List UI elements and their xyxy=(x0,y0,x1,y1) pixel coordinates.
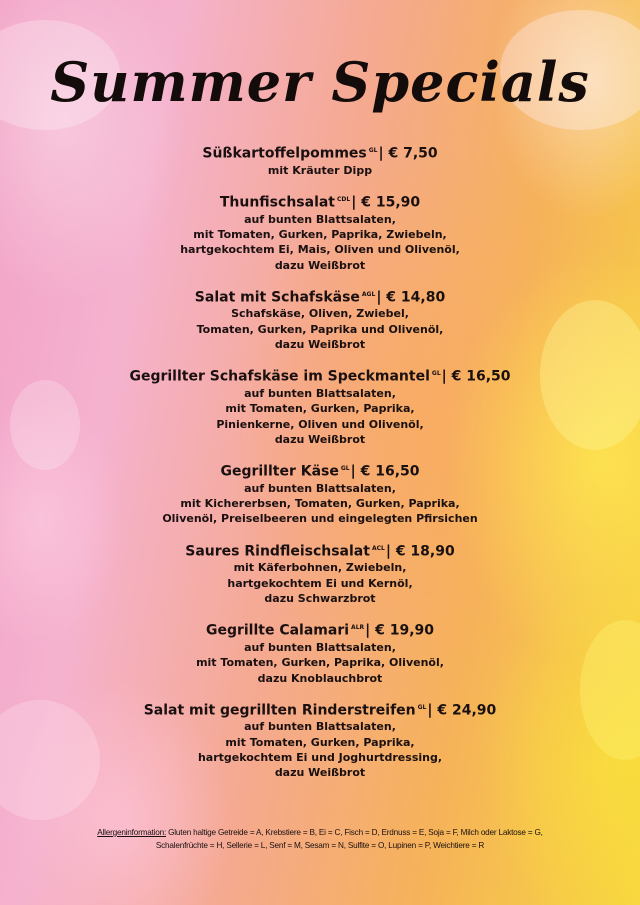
allergen-tag: ACL xyxy=(371,544,385,552)
menu-item-heading xyxy=(0,286,640,307)
menu-item-description-line: hartgekochtem Ei und Joghurtdressing, xyxy=(197,751,443,765)
menu-item-price: | € 16,50 xyxy=(441,369,511,385)
menu-item xyxy=(0,540,640,607)
allergen-label: Allergeninformation: xyxy=(97,828,167,837)
menu-item-description-line: auf bunten Blattsalaten, xyxy=(244,212,396,226)
menu-item-description-line: Tomaten, Gurken, Paprika und Olivenöl, xyxy=(196,322,444,336)
menu-item-heading xyxy=(0,619,640,640)
menu-item-name: Salat mit Schafskäse xyxy=(194,289,360,306)
menu-item xyxy=(0,460,640,527)
menu-item-price: | € 16,50 xyxy=(350,463,420,480)
menu-item-description-line: dazu Weißbrot xyxy=(274,766,366,780)
allergen-tag: AGL xyxy=(361,290,376,298)
allergen-text-1: Gluten haltige Getreide = A, Krebstiere = B, Ei = C, Fisch = D, Erdnuss = E, Soja = F, Milch oder Laktose = G, xyxy=(168,828,543,837)
allergen-tag: GL xyxy=(340,465,350,473)
menu-item-description-line: dazu Weißbrot xyxy=(274,338,366,352)
menu-item-description-line: auf bunten Blattsalaten, xyxy=(244,481,396,495)
menu-item-description-line: mit Tomaten, Gurken, Paprika, Zwiebeln, xyxy=(193,227,447,241)
menu-item-name: Salat mit gegrillten Rinderstreifen xyxy=(143,702,416,719)
allergen-tag: ALR xyxy=(351,624,365,632)
menu-item-description-line: mit Käferbohnen, Zwiebeln, xyxy=(233,561,407,575)
allergen-line-2: Schalenfrüchte = H, Sellerie = L, Senf = M, Sesam = N, Sulfite = O, Lupinen = P, Weichtiere = R xyxy=(155,841,485,850)
menu-item-heading xyxy=(0,142,640,163)
menu-item-description-line: Olivenöl, Preiselbeeren und eingelegten Pfirsichen xyxy=(162,512,478,526)
menu-item-description-line: Schafskäse, Oliven, Zwiebel, xyxy=(231,307,409,321)
menu-item-price: | € 18,90 xyxy=(385,543,455,560)
menu-item xyxy=(0,699,640,781)
menu-item-description-line: dazu Weißbrot xyxy=(274,258,366,272)
menu-item-price: | € 7,50 xyxy=(378,145,438,162)
menu-item-description-line: auf bunten Blattsalaten, xyxy=(244,640,396,654)
menu-item-description-line: mit Tomaten, Gurken, Paprika, xyxy=(225,402,415,416)
allergen-tag: CDL xyxy=(337,195,351,203)
menu-item-description-line: mit Kichererbsen, Tomaten, Gurken, Paprika, xyxy=(180,497,460,511)
menu-item-description-line: mit Kräuter Dipp xyxy=(267,163,373,177)
menu-item-name: Gegrillter Schafskäse im Speckmantel xyxy=(129,369,430,385)
allergen-line-1 xyxy=(0,826,640,839)
menu-item-heading xyxy=(0,460,640,481)
menu-item-heading xyxy=(0,191,640,212)
menu-item-name: Thunfischsalat xyxy=(219,194,336,211)
menu-item-heading xyxy=(0,699,640,720)
menu-item-heading xyxy=(0,365,640,386)
menu-item-description-line: auf bunten Blattsalaten, xyxy=(244,720,396,734)
menu-item-description-line: auf bunten Blattsalaten, xyxy=(244,387,396,400)
menu-item-name: Gegrillter Käse xyxy=(220,463,339,480)
menu-item xyxy=(0,619,640,686)
menu-item-price: | € 15,90 xyxy=(351,194,421,211)
menu-item xyxy=(0,191,640,273)
menu-item-description-line: Pinienkerne, Oliven und Olivenöl, xyxy=(216,417,424,431)
menu-item-price: | € 24,90 xyxy=(427,702,497,719)
menu-item-price: | € 14,80 xyxy=(376,289,446,306)
menu-item xyxy=(0,142,640,178)
allergen-tag: GL xyxy=(368,147,378,154)
page-title: Summer Specials xyxy=(50,50,590,114)
menu-item-description-line: dazu Knoblauchbrot xyxy=(257,671,383,685)
allergen-info xyxy=(0,826,640,852)
menu-item xyxy=(0,286,640,353)
menu-item-name: Saures Rindfleischsalat xyxy=(185,543,370,560)
menu-item-name: Süßkartoffelpommes xyxy=(202,145,367,162)
menu-item-description-line: mit Tomaten, Gurken, Paprika, xyxy=(225,735,415,749)
menu-item-description-line: hartgekochtem Ei, Mais, Oliven und Olivenöl, xyxy=(180,243,460,257)
allergen-tag: GL xyxy=(431,370,441,378)
menu-item-heading xyxy=(0,540,640,561)
menu-item xyxy=(0,365,640,447)
allergen-tag: GL xyxy=(417,703,427,711)
menu-item-name: Gegrillte Calamari xyxy=(205,622,350,639)
menu-item-description-line: mit Tomaten, Gurken, Paprika, Olivenöl, xyxy=(196,656,444,670)
menu-item-description-line: hartgekochtem Ei und Kernöl, xyxy=(227,576,413,590)
menu-item-description-line: dazu Schwarzbrot xyxy=(264,591,376,605)
menu-list xyxy=(0,142,640,794)
menu-item-description-line: dazu Weißbrot xyxy=(274,432,366,446)
menu-item-price: | € 19,90 xyxy=(365,622,435,639)
